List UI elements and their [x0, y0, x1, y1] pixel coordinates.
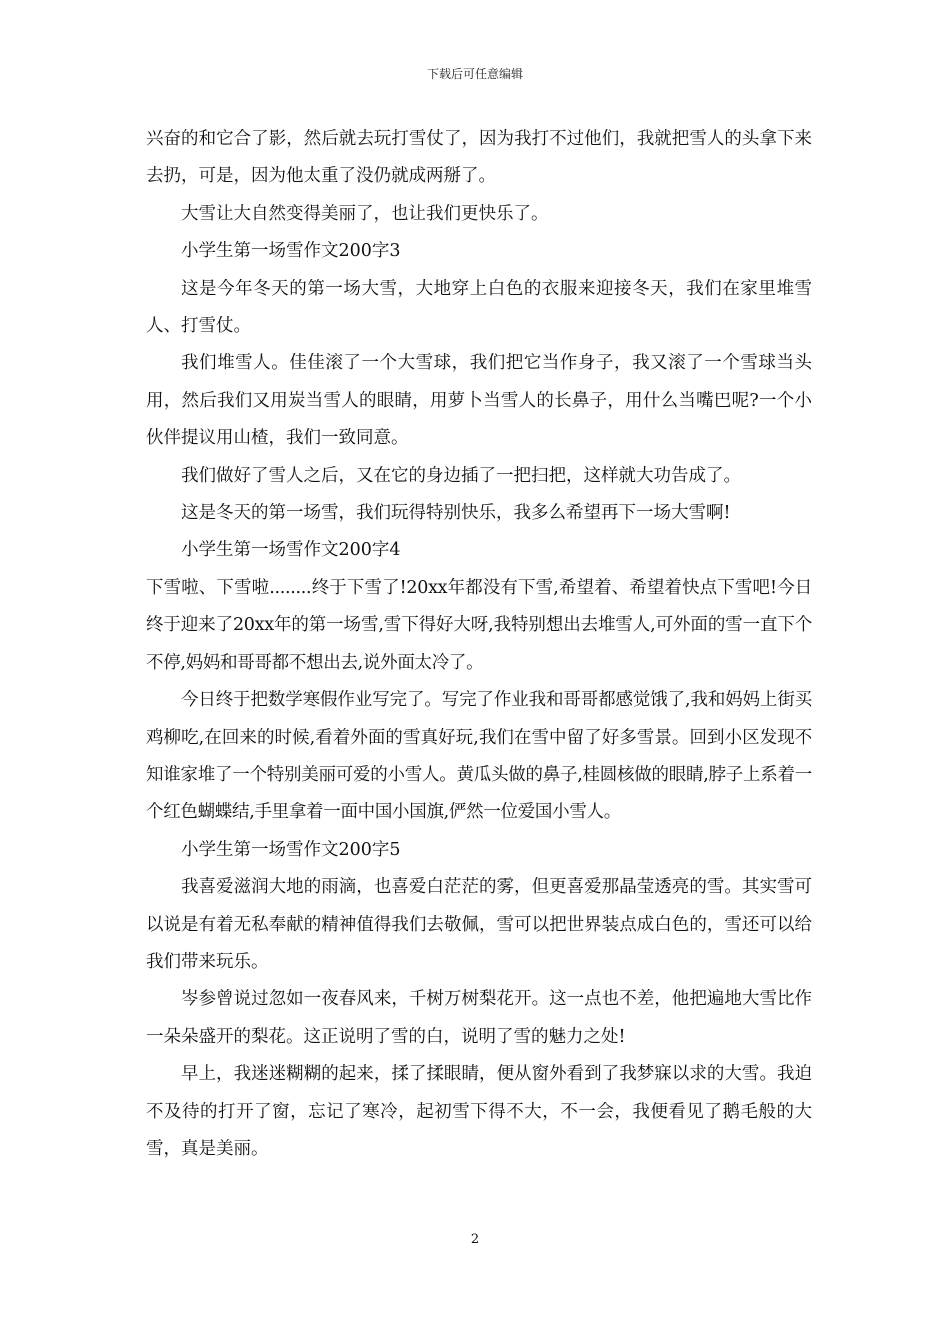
page-header: 下载后可任意编辑: [426, 67, 523, 81]
paragraph: 这是今年冬天的第一场大雪，大地穿上白色的衣服来迎接冬天，我们在家里堆雪人、打雪仗。: [146, 278, 812, 337]
paragraph: 早上，我迷迷糊糊的起来，揉了揉眼睛，便从窗外看到了我梦寐以求的大雪。我迫不及待的打开了窗，忘记了寒冷，起初雪下得不大，不一会，我便看见了鹅毛般的大雪，真是美丽。: [146, 1064, 812, 1159]
paragraph: 我喜爱滋润大地的雨滴，也喜爱白茫茫的雾，但更喜爱那晶莹透亮的雪。其实雪可以说是有着无私奉献的精神值得我们去敬佩，雪可以把世界装点成白色的，雪还可以给我们带来玩乐。: [146, 877, 812, 972]
paragraph: 下雪啦、下雪啦........终于下雪了!20xx年都没有下雪,希望着、希望着快点下雪吧!今日终于迎来了20xx年的第一场雪,雪下得好大呀,我特别想出去堆雪人,可外面的雪一直下个不停,妈妈和哥哥都不想出去,说外面太冷了。: [146, 577, 812, 673]
section-heading-4: 小学生第一场雪作文200字4: [181, 540, 401, 561]
paragraph: 我们做好了雪人之后，又在它的身边插了一把扫把，这样就大功告成了。: [181, 465, 741, 486]
section-heading-5: 小学生第一场雪作文200字5: [181, 839, 401, 860]
paragraph: 这是冬天的第一场雪，我们玩得特别快乐，我多么希望再下一场大雪啊!: [181, 503, 731, 524]
paragraph: 今日终于把数学寒假作业写完了。写完了作业我和哥哥都感觉饿了,我和妈妈上街买鸡柳吃,在回来的时候,看着外面的雪真好玩,我们在雪中留了好多雪景。回到小区发现不知谁家堆了一个特别美丽可爱的小雪人。黄瓜头做的鼻子,桂圆核做的眼睛,脖子上系着一个红色蝴蝶结,手里拿着一面中国小国旗,俨然一位爱国小雪人。: [146, 690, 812, 823]
document-body: [146, 121, 812, 1168]
section-heading-3: 小学生第一场雪作文200字3: [181, 241, 401, 262]
paragraph: 大雪让大自然变得美丽了，也让我们更快乐了。: [181, 203, 549, 224]
paragraph: 我们堆雪人。佳佳滚了一个大雪球，我们把它当作身子，我又滚了一个雪球当头用，然后我们又用炭当雪人的眼睛，用萝卜当雪人的长鼻子，用什么当嘴巴呢?一个小伙伴提议用山楂，我们一致同意。: [146, 353, 812, 449]
page-number: 2: [470, 1232, 480, 1247]
paragraph: 岑参曾说过忽如一夜春风来，千树万树梨花开。这一点也不差，他把遍地大雪比作一朵朵盛开的梨花。这正说明了雪的白，说明了雪的魅力之处!: [146, 989, 812, 1047]
paragraph-continuation: 兴奋的和它合了影，然后就去玩打雪仗了，因为我打不过他们，我就把雪人的头拿下来去扔，可是，因为他太重了没仍就成两掰了。: [146, 129, 812, 187]
